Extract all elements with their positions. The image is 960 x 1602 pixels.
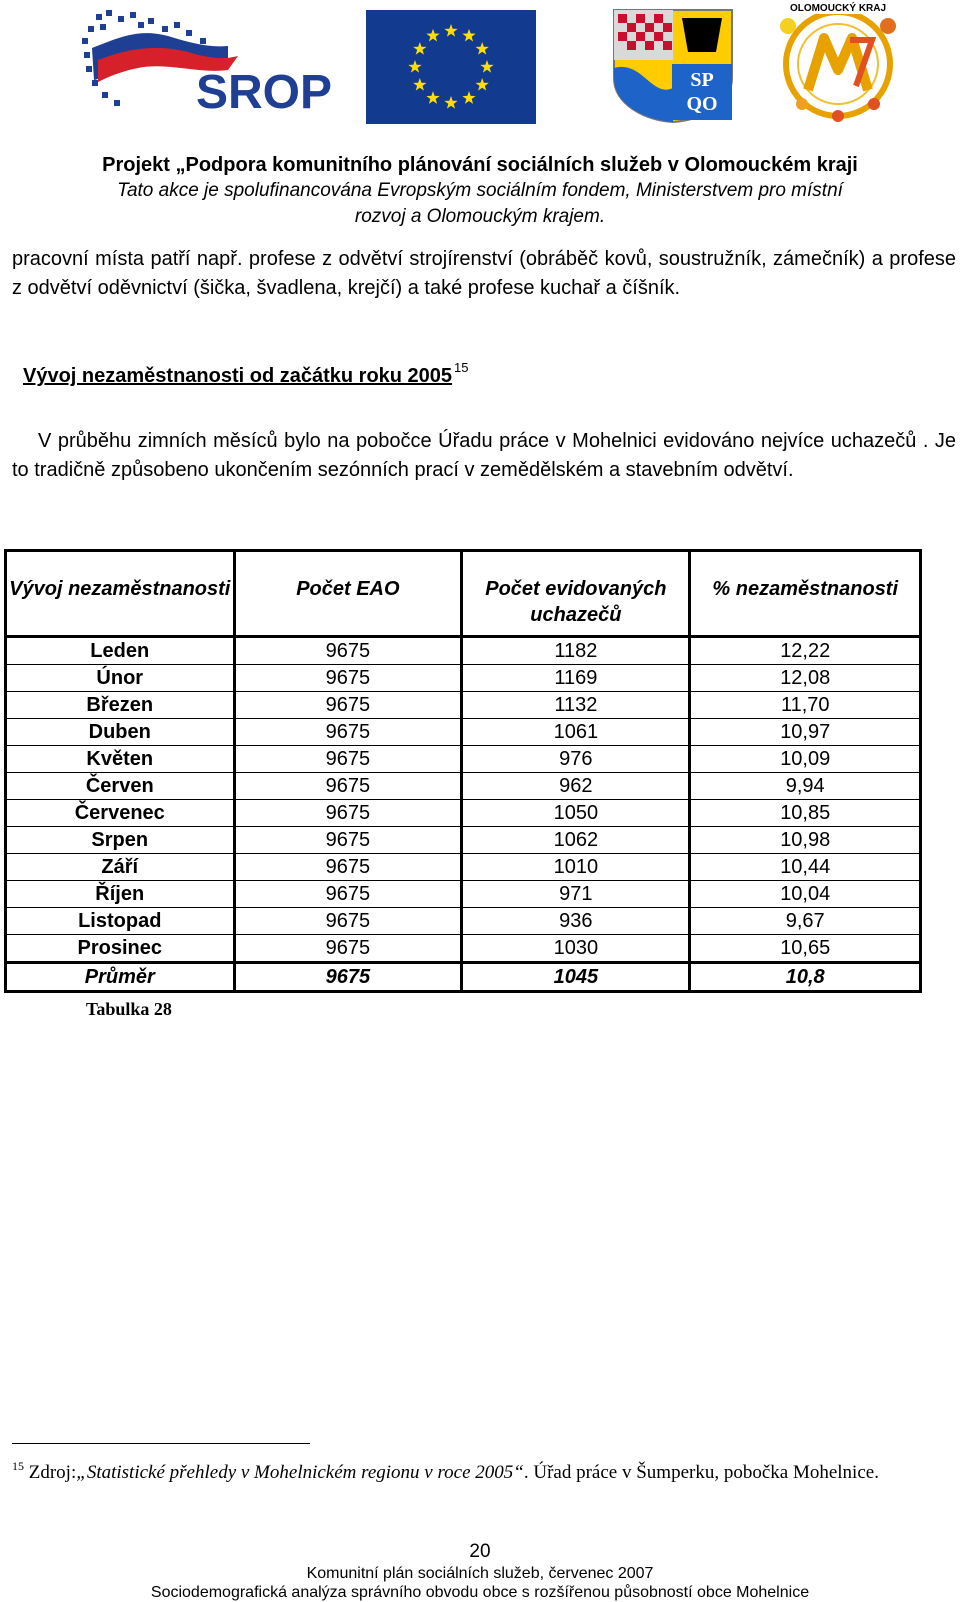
cell-month: Říjen	[6, 881, 235, 908]
cofinancing-note-line2: rozvoj a Olomouckým krajem.	[354, 206, 606, 227]
cell-month: Květen	[6, 746, 235, 773]
eu-star-icon	[426, 29, 439, 42]
cell-month: Červen	[6, 773, 235, 800]
unemployment-table	[4, 549, 922, 993]
cell-average-label: Průměr	[6, 963, 235, 992]
svg-text:SP: SP	[690, 69, 714, 91]
komunitni-planovani-logo	[768, 0, 908, 122]
header-pocet-eao: Počet EAO	[234, 551, 462, 637]
eu-star-icon	[480, 60, 493, 73]
cell-uchazeci: 1062	[462, 827, 690, 854]
cell-eao: 9675	[234, 773, 462, 800]
cell-percent: 12,08	[690, 665, 921, 692]
cell-percent: 10,44	[690, 854, 921, 881]
paragraph-winter-unemployment: V průběhu zimních měsíců bylo na pobočce Úřadu práce v Mohelnici evidováno nejvíce uchazečů . Je to tradičně způsobeno ukončením sezónních prací v zemědělském a stavebním odvětví.	[12, 430, 956, 481]
eu-star-icon	[426, 91, 439, 104]
cell-month: Duben	[6, 719, 235, 746]
cell-percent: 9,94	[690, 773, 921, 800]
cell-uchazeci: 1061	[462, 719, 690, 746]
logo-bar	[0, 0, 960, 128]
eu-star-icon	[413, 42, 426, 55]
table-caption: Tabulka 28	[86, 999, 172, 1019]
cell-month: Prosinec	[6, 935, 235, 963]
table-row	[6, 800, 921, 827]
cofinancing-note-line1: Tato akce je spolufinancována Evropským sociálním fondem, Ministerstvem pro místní	[117, 180, 843, 201]
eu-star-icon	[444, 96, 457, 109]
cell-month: Srpen	[6, 827, 235, 854]
cell-uchazeci: 1182	[462, 637, 690, 665]
cell-percent: 9,67	[690, 908, 921, 935]
cell-month: Červenec	[6, 800, 235, 827]
eu-star-icon	[413, 78, 426, 91]
cell-month: Září	[6, 854, 235, 881]
document-header	[0, 152, 960, 230]
page-footer	[0, 1540, 960, 1602]
cell-average-eao: 9675	[234, 963, 462, 992]
footnote-suffix: . Úřad práce v Šumperku, pobočka Mohelnice.	[523, 1462, 879, 1483]
eu-star-icon	[476, 78, 489, 91]
okraj-logo-text: OLOMOUCKÝ KRAJ	[789, 3, 887, 14]
cell-eao: 9675	[234, 935, 462, 963]
eu-stars-icon	[366, 10, 536, 124]
olomoucky-kraj-crest-logo	[612, 8, 734, 124]
cell-eao: 9675	[234, 746, 462, 773]
cell-percent: 10,98	[690, 827, 921, 854]
eu-flag-logo	[366, 10, 536, 124]
cell-uchazeci: 1030	[462, 935, 690, 963]
footnote-source-title: „Statistické přehledy v Mohelnickém regionu v roce 2005“	[76, 1462, 524, 1483]
table-row	[6, 719, 921, 746]
table-row	[6, 827, 921, 854]
cell-eao: 9675	[234, 881, 462, 908]
footnote-number: 15	[12, 1459, 24, 1473]
cell-percent: 10,65	[690, 935, 921, 963]
project-title: Projekt „Podpora komunitního plánování sociálních služeb v Olomouckém kraji	[102, 154, 858, 176]
cell-uchazeci: 1050	[462, 800, 690, 827]
paragraph-professions: pracovní místa patří např. profese z odvětví strojírenství (obráběč kovů, soustružník, zámečník) a profese z odvětví oděvnictví (šička, švadlena, krejčí) a také profese kuchař a číšník.	[12, 248, 956, 299]
cell-month: Leden	[6, 637, 235, 665]
cell-uchazeci: 1010	[462, 854, 690, 881]
table-row	[6, 637, 921, 665]
table-row-average	[6, 963, 921, 992]
footnote-divider	[12, 1443, 310, 1444]
footer-line1: Komunitní plán sociálních služeb, červenec 2007	[306, 1565, 654, 1582]
table-body	[6, 637, 921, 992]
table-row	[6, 773, 921, 800]
cell-eao: 9675	[234, 908, 462, 935]
cell-eao: 9675	[234, 800, 462, 827]
cell-average-percent: 10,8	[690, 963, 921, 992]
table-row	[6, 908, 921, 935]
header-pocet-uchazecu: Počet evidovaných uchazečů	[462, 551, 690, 637]
header-nezamestnanost: % nezaměstnanosti	[690, 551, 921, 637]
cell-percent: 10,97	[690, 719, 921, 746]
svg-text:QO: QO	[686, 93, 718, 115]
footnote-prefix: Zdroj:	[28, 1462, 77, 1483]
section-heading-text: Vývoj nezaměstnanosti od začátku roku 2005	[23, 365, 453, 387]
cell-eao: 9675	[234, 827, 462, 854]
cell-percent: 10,85	[690, 800, 921, 827]
footnote	[12, 1454, 942, 1485]
eu-star-icon	[408, 60, 421, 73]
table-row	[6, 746, 921, 773]
eu-star-icon	[462, 29, 475, 42]
cell-percent: 11,70	[690, 692, 921, 719]
cell-percent: 10,09	[690, 746, 921, 773]
cell-uchazeci: 1169	[462, 665, 690, 692]
cell-eao: 9675	[234, 637, 462, 665]
cell-month: Březen	[6, 692, 235, 719]
table-row	[6, 881, 921, 908]
cell-uchazeci: 936	[462, 908, 690, 935]
cell-eao: 9675	[234, 854, 462, 881]
page-number: 20	[469, 1541, 491, 1562]
table-row	[6, 692, 921, 719]
cell-uchazeci: 962	[462, 773, 690, 800]
table-row	[6, 854, 921, 881]
section-heading	[23, 360, 469, 388]
cell-average-uchazeci: 1045	[462, 963, 690, 992]
eu-star-icon	[444, 24, 457, 37]
cell-uchazeci: 976	[462, 746, 690, 773]
cell-eao: 9675	[234, 719, 462, 746]
table-header-row	[6, 551, 921, 637]
cell-percent: 12,22	[690, 637, 921, 665]
eu-star-icon	[462, 91, 475, 104]
header-vyvoj: Vývoj nezaměstnanosti	[6, 551, 235, 637]
cell-uchazeci: 1132	[462, 692, 690, 719]
cell-uchazeci: 971	[462, 881, 690, 908]
table-row	[6, 665, 921, 692]
footnote-ref[interactable]: 15	[454, 360, 469, 375]
footer-line2: Sociodemografická analýza správního obvodu obce s rozšířenou působností obce Mohelnice	[150, 1584, 810, 1601]
cell-percent: 10,04	[690, 881, 921, 908]
cell-month: Únor	[6, 665, 235, 692]
cell-eao: 9675	[234, 665, 462, 692]
cell-month: Listopad	[6, 908, 235, 935]
srop-logo	[78, 8, 333, 119]
table-row	[6, 935, 921, 963]
srop-logo-text: SROP	[196, 66, 333, 119]
eu-star-icon	[476, 42, 489, 55]
cell-eao: 9675	[234, 692, 462, 719]
